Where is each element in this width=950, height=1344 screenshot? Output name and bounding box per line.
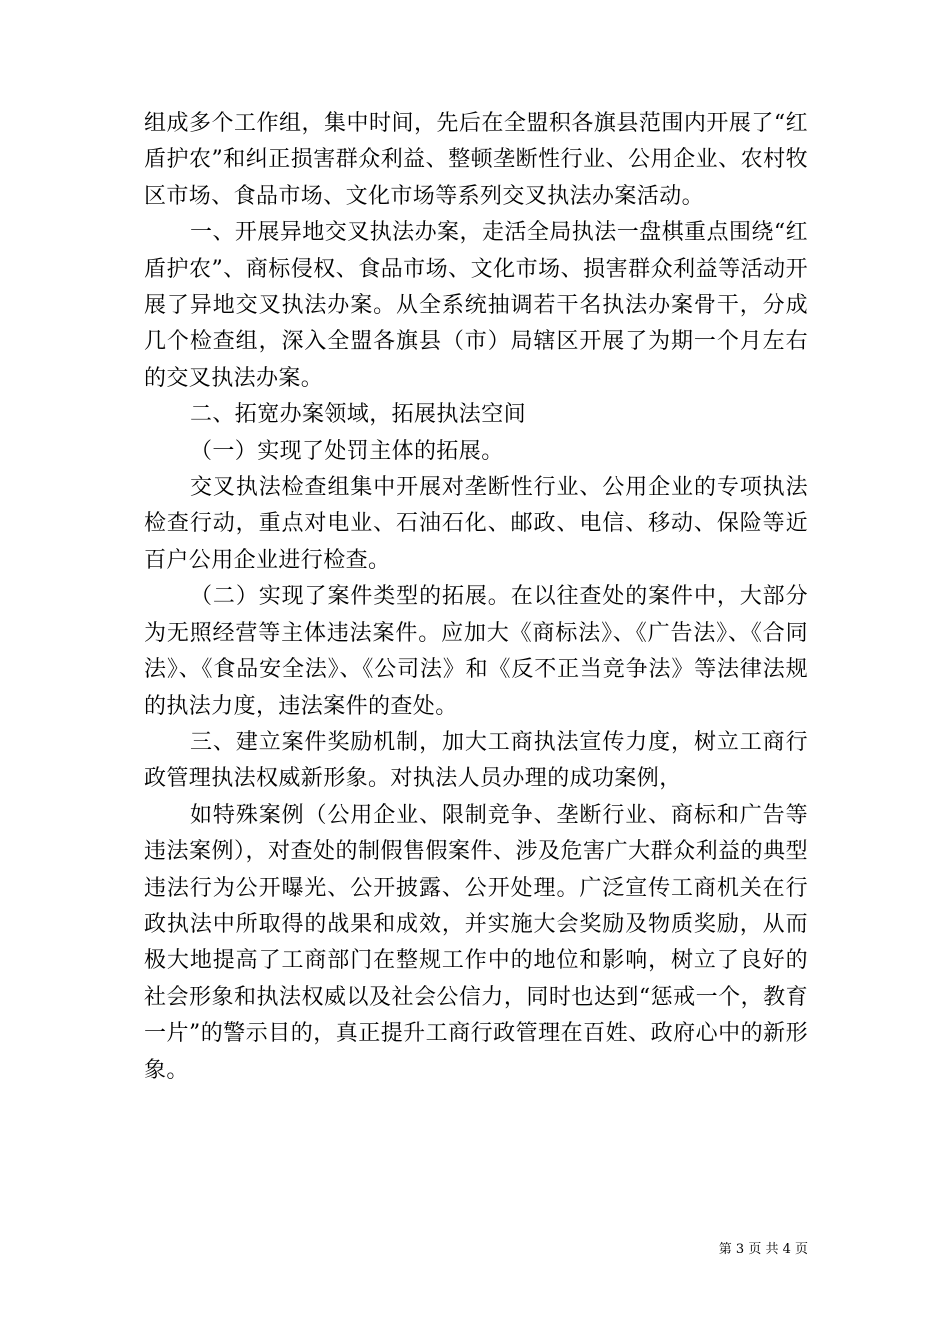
paragraph-continuation: 组成多个工作组，集中时间，先后在全盟积各旗县范围内开展了“红盾护农”和纠正损害群众利益、整顿垄断性行业、公用企业、农村牧区市场、食品市场、文化市场等系列交叉执法办案活动。: [144, 111, 808, 209]
paragraph-subsection-two: （二）实现了案件类型的拓展。在以往查处的案件中，大部分为无照经营等主体违法案件。应加大《商标法》、《广告法》、《合同法》、《食品安全法》、《公司法》和《反不正当竞争法》等法律法规的执法力度，违法案件的查处。: [144, 584, 808, 719]
paragraph-section-three-body: 如特殊案例（公用企业、限制竞争、垄断行业、商标和广告等违法案例），对查处的制假售假案件、涉及危害广大群众利益的典型违法行为公开曝光、公开披露、公开处理。广泛宣传工商机关在行政执法中所取得的战果和成效，并实施大会奖励及物质奖励，从而极大地提高了工商部门在整规工作中的地位和影响，树立了良好的社会形象和执法权威以及社会公信力，同时也达到“惩戒一个，教育一片”的警示目的，真正提升工商行政管理在百姓、政府心中的新形象。: [144, 802, 808, 1083]
paragraph-subsection-one-body: 交叉执法检查组集中开展对垄断性行业、公用企业的专项执法检查行动，重点对电业、石油石化、邮政、电信、移动、保险等近百户公用企业进行检查。: [144, 475, 808, 573]
page-number: 第 3 页 共 4 页: [718, 1242, 808, 1257]
paragraph-section-two-heading: 二、拓宽办案领域，拓展执法空间: [190, 402, 527, 428]
paragraph-section-one: 一、开展异地交叉执法办案，走活全局执法一盘棋重点围绕“红盾护农”、商标侵权、食品市场、文化市场、损害群众利益等活动开展了异地交叉执法办案。从全系统抽调若干名执法办案骨干，分成几个检查组，深入全盟各旗县（市）局辖区开展了为期一个月左右的交叉执法办案。: [144, 220, 808, 391]
document-body: [144, 106, 808, 1089]
paragraph-subsection-one-heading: （一）实现了处罚主体的拓展。: [190, 438, 504, 464]
paragraph-section-three: 三、建立案件奖励机制，加大工商执法宣传力度，树立工商行政管理执法权威新形象。对执法人员办理的成功案例，: [144, 729, 808, 792]
